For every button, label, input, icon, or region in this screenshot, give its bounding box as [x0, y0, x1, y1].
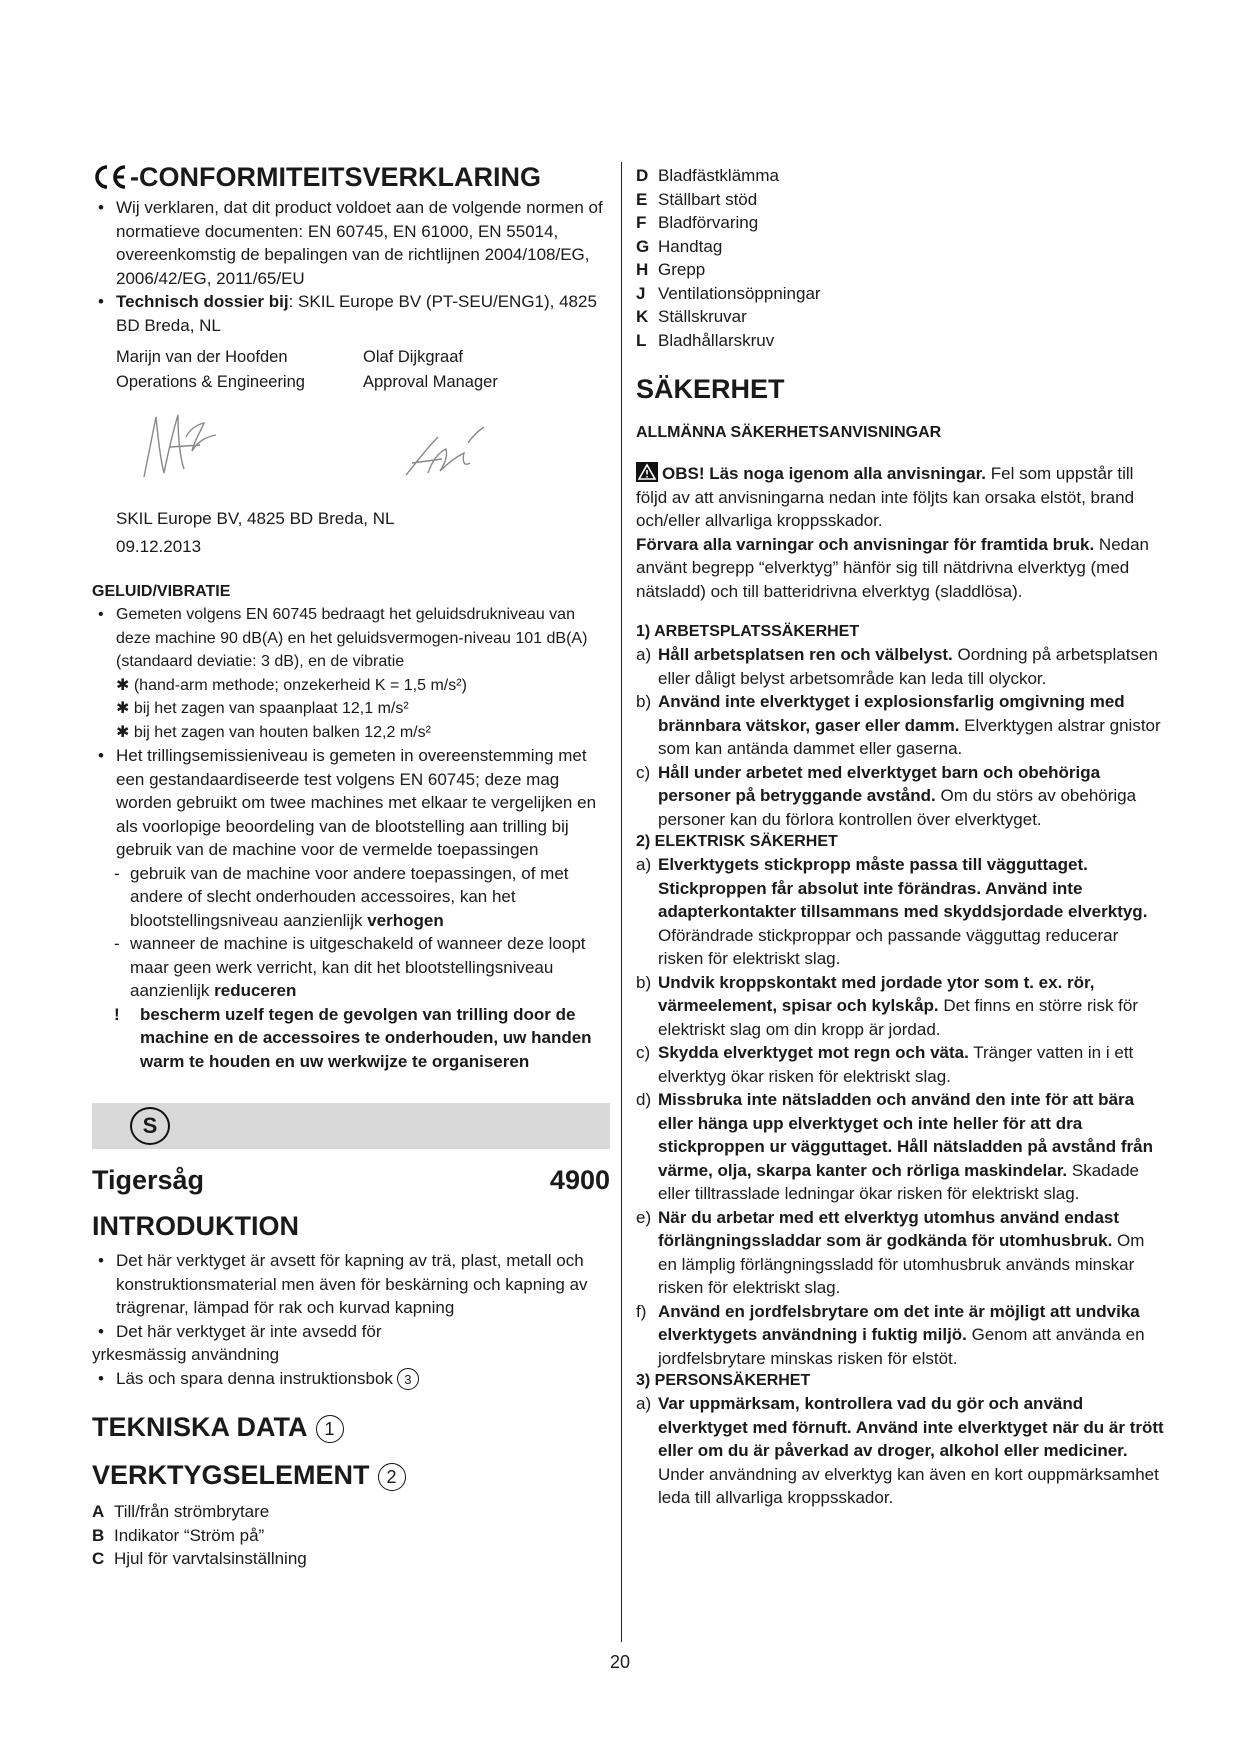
dash-1-text: gebruik van de machine voor andere toepassingen, of met andere of slecht onderhouden accessoires, kan het blootstellingsniveau aanzienlijk [130, 863, 569, 930]
signatures [92, 395, 610, 505]
company-info [116, 505, 610, 561]
keep-text: Nedan använt begrepp “elverktyg” hänför sig till nätdrivna elverktyg (med nätsladd) och till batteridrivna elverktyg (sladdlösa). [636, 534, 1150, 601]
noise-value-1: ✱ (hand-arm methode; onzekerheid K = 1,5 m/s²) [116, 676, 467, 694]
item-text: Genom att använda en jordfelsbrytare minskas risken för elstöt. [658, 1325, 1145, 1368]
vibration-bullet: • Het trillingsemissieniveau is gemeten in overeenstemming met een gestandaardiseerde test volgens EN 60745; deze mag worden gebruikt om twee machines met elkaar te vergelijken en als voorlopige beoordeling van de blootstelling aan trilling bij gebruik van de machine voor de vermelde toepassingen [92, 744, 610, 862]
signatory-2 [363, 345, 610, 395]
vibration-dash-2: - wanneer de machine is uitgeschakeld of wanneer deze loopt maar geen werk verricht, kan dit het blootstellingsniveau aanzienlijk reduceren [114, 934, 586, 1000]
product-title-row [92, 1163, 610, 1197]
part-key: A [92, 1502, 105, 1522]
company-address: SKIL Europe BV, 4825 BD Breda, NL [116, 509, 395, 528]
intro-bullets [92, 1249, 610, 1343]
part-key: H [636, 260, 649, 279]
left-column [92, 160, 610, 1571]
item-bold: Undvik kroppskontakt med jordade ytor som t. ex. rör, värmeelement, spisar och kylskåp. [658, 972, 1095, 1015]
item-text: Om en lämplig förlängningssladd för utomhusbruk används minskar risken för elektriskt slag. [658, 1231, 1145, 1297]
item-bold: Håll arbetsplatsen ren och välbelyst. [658, 645, 953, 664]
column-divider [621, 162, 622, 1642]
part-key: D [636, 166, 649, 185]
obs-text: Fel som uppstår till följd av att anvisningarna nedan inte följts kan orsaka elstöt, brand och/eller allvarliga kroppsskador. [636, 464, 1135, 530]
item-bold: Missbruka inte nätsladden och använd den inte för att bära eller hänga upp elverktyget och inte heller för att dra stickproppen ur vägguttaget. Håll nätsladden på avstånd från värme, olja, skarpa kanter och rörliga maskindelar. [658, 1090, 1153, 1180]
part-item [636, 235, 1164, 259]
general-safety-heading: ALLMÄNNA SÄKERHETSANVISNINGAR [636, 424, 942, 441]
item-marker: c) [636, 762, 651, 782]
signatory-1 [116, 345, 363, 395]
warning-text: bescherm uzelf tegen de gevolgen van trilling door de machine en de accessoires te onderhouden, uw handen warm te houden en uw werkwijze te organiseren [140, 1004, 592, 1071]
safety-item [636, 1300, 1164, 1371]
ce-bullets [92, 196, 610, 337]
signatory-1-role: Operations & Engineering [116, 373, 305, 391]
noise-value-3: ✱ bij het zagen van houten balken 12,2 m/s² [116, 723, 431, 741]
right-column [636, 164, 1164, 1510]
figure-ref-3: 3 [397, 1368, 419, 1390]
noise-values [116, 674, 610, 745]
part-item [636, 164, 1164, 188]
workplace-items [636, 643, 1164, 831]
safety-item [636, 1088, 1164, 1206]
ce-bullet: • Wij verklaren, dat dit product voldoet aan de volgende normen of normatieve documenten: EN 60745, EN 61000, EN 55014, overeenkomstig de bepalingen van de richtlijnen 2004/108/EG, 2006/42/EG, 2011/65/EU [92, 196, 610, 290]
product-number: 4900 [549, 1165, 610, 1195]
safety-item [636, 1392, 1164, 1510]
safety-heading: SÄKERHET [636, 374, 785, 404]
intro-bullet-2: • Det här verktyget är inte avsedd för [92, 1320, 610, 1344]
part-item [636, 258, 1164, 282]
tool-elements-heading [92, 1458, 610, 1492]
part-label: Till/från strömbrytare [114, 1502, 270, 1522]
tech-file-label: Technisch dossier bij [116, 292, 289, 311]
item-text: Tränger vatten in i ett elverktyg ökar risken för elektriskt slag. [658, 1043, 1134, 1086]
item-marker: e) [636, 1207, 652, 1227]
part-key: J [636, 283, 646, 303]
dash-2-bold: reduceren [214, 981, 297, 1000]
noise-bullet [92, 603, 610, 744]
item-text: Elverktygen alstrar gnistor som kan antända dammet eller gaserna. [658, 715, 1161, 758]
language-band [92, 1103, 610, 1149]
item-marker: f) [636, 1301, 647, 1321]
intro-continuation: yrkesmässig användning [92, 1345, 280, 1364]
safety-item [636, 971, 1164, 1042]
noise-heading: GELUID/VIBRATIE [92, 583, 231, 600]
part-label: Bladhållarskruv [658, 330, 775, 350]
item-bold: Använd en jordfelsbrytare om det inte är möjligt att undvika elverktygets användning i fuktig miljö. [658, 1301, 1140, 1344]
item-marker: a) [636, 855, 652, 874]
tech-data-heading [92, 1410, 610, 1444]
safety-item [636, 1206, 1164, 1300]
ce-mark-icon [92, 164, 130, 190]
tech-file-value: : SKIL Europe BV (PT-SEU/ENG1), 4825 BD Breda, NL [116, 292, 597, 335]
figure-ref-2: 2 [378, 1463, 406, 1491]
tech-data-title: TEKNISKA DATA [92, 1412, 308, 1443]
part-item [636, 188, 1164, 212]
part-label: Bladfästklämma [658, 166, 779, 185]
safety-item [636, 761, 1164, 832]
part-label: Hjul för varvtalsinställning [114, 1549, 307, 1569]
noise-bullets [92, 603, 610, 862]
part-key: F [636, 213, 647, 232]
parts-list-left [92, 1500, 610, 1571]
item-text: Skadade eller tilltrasslade ledningar ökar risken för elektriskt slag. [658, 1160, 1139, 1203]
part-key: K [636, 307, 649, 326]
safety-item [636, 853, 1164, 971]
signature-2-image [398, 423, 488, 483]
dash-2-text: wanneer de machine is uitgeschakeld of wanneer deze loopt maar geen werk verricht, kan dit het blootstellingsniveau aanzienlijk [130, 934, 586, 1000]
tech-file-bullet [92, 290, 610, 337]
electrical-items [636, 853, 1164, 1370]
intro-bullets-2 [92, 1367, 610, 1391]
item-bold: Var uppmärksam, kontrollera vad du gör och använd elverktyget med förnuft. Använd inte elverktyget när du är trött eller om du är påverkad av droger, alkohol eller mediciner. [658, 1394, 1164, 1460]
intro-bullet-1: • Det här verktyget är avsett för kapning av trä, plast, metall och konstruktionsmaterial men även för beskärning och kapning av trägrenar, lämpad för rak och kurvad kapning [92, 1249, 610, 1320]
part-label: Ställbart stöd [658, 189, 758, 209]
signatory-1-name: Marijn van der Hoofden [116, 348, 288, 366]
obs-paragraph [636, 462, 1164, 603]
part-label: Ställskruvar [658, 307, 747, 326]
part-label: Ventilationsöppningar [658, 283, 821, 303]
personal-safety-heading: 3) PERSONSÄKERHET [636, 1372, 811, 1389]
workplace-safety-heading: 1) ARBETSPLATSSÄKERHET [636, 623, 860, 640]
safety-item [636, 690, 1164, 761]
intro-bullet-3-text: Läs och spara denna instruktionsbok [116, 1368, 393, 1388]
product-name: Tigersåg [92, 1165, 205, 1195]
item-text: Det finns en större risk för elektriskt slag om din kropp är jordad. [658, 996, 1138, 1039]
item-bold: Använd inte elverktyget i explosionsfarlig omgivning med brännbara vätskor, gaser eller damm. [658, 692, 1125, 735]
noise-value-2: ✱ bij het zagen van spaanplaat 12,1 m/s² [116, 700, 409, 717]
warning-manual-icon [636, 462, 658, 482]
part-label: Indikator “Ström på” [114, 1525, 265, 1545]
part-item [92, 1524, 610, 1548]
item-marker: c) [636, 1043, 651, 1062]
part-key: E [636, 189, 648, 209]
keep-paragraph [636, 533, 1164, 604]
item-text: Om du störs av obehöriga personer kan du förlora kontrollen över elverktyget. [658, 786, 1137, 829]
part-key: B [92, 1525, 105, 1545]
ce-heading: -CONFORMITEITSVERKLARING [130, 162, 541, 192]
parts-list-right [636, 164, 1164, 352]
part-item [636, 305, 1164, 329]
declaration-date: 09.12.2013 [116, 537, 202, 556]
obs-bold: OBS! Läs noga igenom alla anvisningar. [662, 464, 987, 483]
part-item [636, 329, 1164, 353]
signatories [116, 345, 610, 395]
item-bold: När du arbetar med ett elverktyg utomhus använd endast förlängningssladdar som är godkända för utomhusbruk. [658, 1207, 1120, 1250]
item-marker: b) [636, 972, 652, 992]
part-item [636, 211, 1164, 235]
figure-ref-1: 1 [316, 1415, 344, 1443]
item-marker: d) [636, 1090, 652, 1109]
item-text: Oordning på arbetsplatsen eller dåligt belyst arbetsområde kan leda till olyckor. [658, 645, 1158, 688]
keep-bold: Förvara alla varningar och anvisningar för framtida bruk. [636, 534, 1095, 554]
safety-item [636, 643, 1164, 690]
electrical-safety-heading: 2) ELEKTRISK SÄKERHET [636, 833, 838, 850]
part-item [92, 1547, 610, 1571]
part-key: G [636, 236, 650, 256]
item-marker: a) [636, 1394, 652, 1413]
item-text: Oförändrade stickproppar och passande vägguttag reducerar risken för elektriskt slag. [658, 925, 1119, 968]
part-item [636, 282, 1164, 306]
part-label: Grepp [658, 260, 706, 279]
item-bold: Skydda elverktyget mot regn och väta. [658, 1043, 969, 1062]
item-marker: a) [636, 645, 652, 664]
dash-1-bold: verhogen [367, 910, 444, 930]
vibration-dash-1: - gebruik van de machine voor andere toepassingen, of met andere of slecht onderhouden accessoires, kan het blootstellingsniveau aanzienlijk verhogen [114, 863, 569, 930]
noise-text: Gemeten volgens EN 60745 bedraagt het geluidsdrukniveau van deze machine 90 dB(A) en het geluidsvermogen-niveau 101 dB(A) (standaard deviatie: 3 dB), en de vibratie [116, 606, 588, 670]
personal-items [636, 1392, 1164, 1510]
signature-1-image [134, 407, 224, 483]
item-text: Under användning av elverktyg kan även en kort ouppmärksamhet leda till allvarliga kroppsskador. [658, 1464, 1159, 1507]
tool-elements-title: VERKTYGSELEMENT [92, 1460, 370, 1491]
item-bold: Håll under arbetet med elverktyget barn och obehöriga personer på betryggande avstånd. [658, 762, 1101, 805]
part-item [92, 1500, 610, 1524]
intro-heading: INTRODUKTION [92, 1211, 299, 1241]
part-label: Handtag [658, 236, 723, 256]
part-key: C [92, 1549, 105, 1569]
part-label: Bladförvaring [658, 213, 759, 232]
intro-bullet-3 [92, 1367, 610, 1391]
safety-item [636, 1041, 1164, 1088]
vibration-warning: ! bescherm uzelf tegen de gevolgen van trilling door de machine en de accessoires te onderhouden, uw handen warm te houden en uw werkwijze te organiseren [114, 1004, 592, 1071]
language-code-badge: S [130, 1107, 170, 1145]
page-number: 20 [609, 1652, 631, 1672]
part-key: L [636, 330, 647, 350]
signatory-2-role: Approval Manager [363, 373, 498, 391]
ce-heading-row [92, 160, 610, 194]
item-bold: Elverktygets stickpropp måste passa till vägguttaget. Stickproppen får absolut inte förändras. Använd inte adapterkontakter tillsammans med skyddsjordade elverktyg. [658, 855, 1148, 921]
item-marker: b) [636, 692, 652, 711]
signatory-2-name: Olaf Dijkgraaf [363, 348, 463, 366]
